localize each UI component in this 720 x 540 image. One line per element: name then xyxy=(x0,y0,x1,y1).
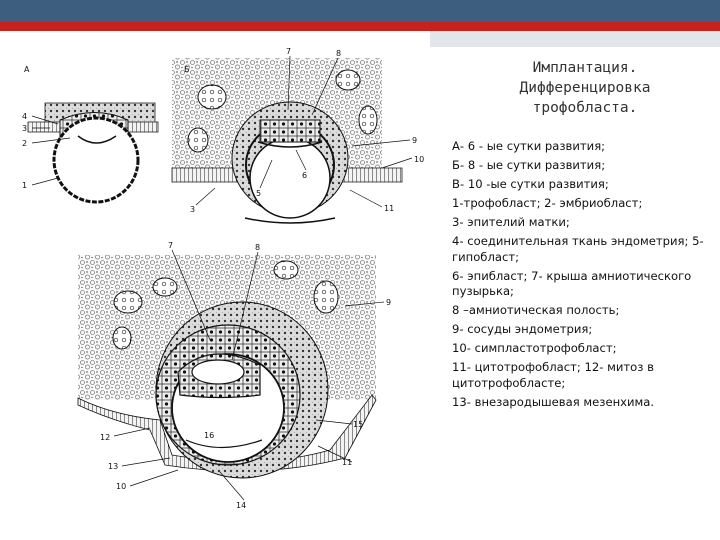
label-v-12: 12 xyxy=(100,433,111,442)
label-b-7: 7 xyxy=(286,47,292,56)
panel-v xyxy=(78,241,391,510)
legend-item: Б- 8 - ые сутки развития; xyxy=(452,158,606,172)
label-v-16: 16 xyxy=(204,431,215,440)
panel-a xyxy=(22,65,158,202)
legend-list xyxy=(452,139,710,414)
legend-item: 11- цитотрофобласт; 12- митоз в цитотрофобласте; xyxy=(452,360,654,390)
legend-item: 9- сосуды эндометрия; xyxy=(452,322,593,336)
legend-item: 1-трофобласт; 2- эмбриобласт; xyxy=(452,196,643,210)
label-b-10: 10 xyxy=(414,155,425,164)
panel-b xyxy=(172,47,424,223)
legend-item: 10- симпластотрофобласт; xyxy=(452,341,617,355)
label-v-8: 8 xyxy=(255,243,261,252)
panel-b-letter: Б xyxy=(184,65,190,74)
label-b-9: 9 xyxy=(412,136,418,145)
legend-item: 3- эпителий матки; xyxy=(452,215,570,229)
label-v-7: 7 xyxy=(168,241,174,250)
legend-item: 6- эпибласт; 7- крыша амниотического пузырька; xyxy=(452,268,692,298)
legend-item: А- 6 - ые сутки развития; xyxy=(452,139,606,153)
label-b-3: 3 xyxy=(190,205,196,214)
label-v-9: 9 xyxy=(386,298,392,307)
label-a-3: 3 xyxy=(22,124,28,133)
title-line-3: трофобласта. xyxy=(532,100,638,116)
title-line-2: Дифференцировка xyxy=(519,80,651,96)
label-v-10: 10 xyxy=(116,482,127,491)
label-v-13: 13 xyxy=(108,462,119,471)
label-b-5: 5 xyxy=(256,189,262,198)
label-b-11: 11 xyxy=(384,204,395,213)
label-b-6: 6 xyxy=(302,171,308,180)
label-v-14: 14 xyxy=(236,501,247,510)
legend-item: 8 –амниотическая полость; xyxy=(452,303,620,317)
label-a-4: 4 xyxy=(22,112,28,121)
legend-item: 4- соединительная ткань эндометрия; 5- гипобласт; xyxy=(452,234,704,264)
label-b-8: 8 xyxy=(336,49,342,58)
legend-item: В- 10 -ые сутки развития; xyxy=(452,177,609,191)
panel-a-letter: А xyxy=(24,65,30,74)
label-v-11: 11 xyxy=(342,458,353,467)
label-a-1: 1 xyxy=(22,181,28,190)
label-v-15: 15 xyxy=(353,420,364,429)
slide-title xyxy=(470,58,700,118)
label-a-2: 2 xyxy=(22,139,28,148)
legend-item: 13- внезародышевая мезенхима. xyxy=(452,394,655,409)
title-line-1: Имплантация. xyxy=(532,60,638,76)
